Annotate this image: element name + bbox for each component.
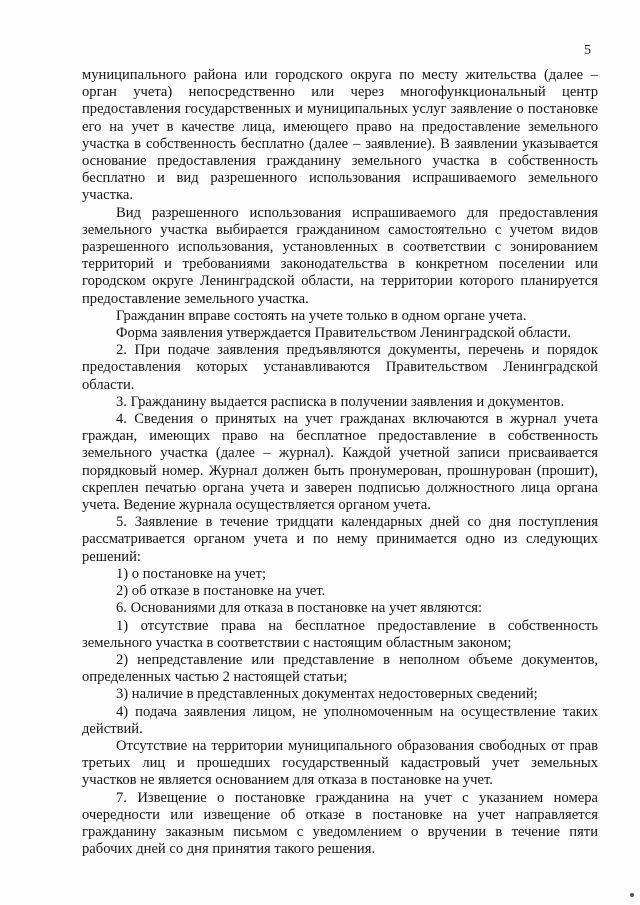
paragraph-single-registry: Гражданин вправе состоять на учете только в одном органе учета. <box>116 307 527 324</box>
document-body <box>82 67 598 858</box>
page-number: 5 <box>584 43 591 58</box>
list-item-6-4: 4) подача заявления лицом, не уполномоченным на осуществление таких действий. <box>82 703 598 737</box>
list-item-6-1: 1) отсутствие права на бесплатное предоставление в собственность земельного участка в соответствии с настоящим областным законом; <box>82 617 598 651</box>
paragraph-item-7: 7. Извещение о постановке гражданина на учет с указанием номера очередности или извещение об отказе в постановке на учет направляется гражданину заказным письмом с уведомлением о вручении в течение пяти рабочих дней со дня принятия такого решения. <box>82 789 598 858</box>
paragraph-permitted-use: Вид разрешенного использования испрашиваемого для предоставления земельного участка выбирается гражданином самостоятельно с учетом видов разрешенного использования, установленных в соответствии с зонированием территорий и требованиями законодательства в конкретном поселении или городском округе Ленинградской области, на территории которого планируется предоставление земельного участка. <box>82 204 598 307</box>
list-item-5-2: 2) об отказе в постановке на учет. <box>116 583 326 600</box>
paragraph-application-form: Форма заявления утверждается Правительством Ленинградской области. <box>116 325 571 342</box>
paragraph-item-5: 5. Заявление в течение тридцати календарных дней со дня поступления рассматривается органом учета и по нему принимается одно из следующих решений: <box>82 514 598 565</box>
list-item-6-3: 3) наличие в представленных документах недостоверных сведений; <box>116 686 538 703</box>
paragraph-no-free-plots: Отсутствие на территории муниципального образования свободных от прав третьих лиц и прошедших государственный кадастровый учет земельных участков не является основанием для отказа в постановке на учет. <box>82 737 598 789</box>
list-item-6-2: 2) непредставление или представление в неполном объеме документов, определенных частью 2 настоящей статьи; <box>82 651 598 686</box>
paragraph-item-4: 4. Сведения о принятых на учет гражданах включаются в журнал учета граждан, имеющих право на бесплатное предоставление в собственность земельного участка (далее – журнал). Каждой учетной записи присваивается порядковый номер. Журнал должен быть пронумерован, прошнурован (прошит), скреплен печатью органа учета и заверен подписью должностного лица органа учета. Ведение журнала осуществляется органом учета. <box>82 411 598 514</box>
scan-mark <box>630 893 634 897</box>
paragraph-item-3: 3. Гражданину выдается расписка в получении заявления и документов. <box>116 393 565 410</box>
paragraph-continuation: муниципального района или городского округа по месту жительства (далее – орган учета) непосредственно или через многофункциональный центр предоставления государственных и муниципальных услуг заявление о постановке его на учет в качестве лица, имеющего право на предоставление земельного участка в собственность бесплатно (далее – заявление). В заявлении указывается основание предоставления гражданину земельного участка в собственность бесплатно и вид разрешенного использования испрашиваемого земельного участка. <box>82 67 598 204</box>
paragraph-item-6: 6. Основаниями для отказа в постановке на учет являются: <box>116 600 483 617</box>
list-item-5-1: 1) о постановке на учет; <box>116 565 267 582</box>
paragraph-item-2: 2. При подаче заявления предъявляются документы, перечень и порядок предоставления которых устанавливаются Правительством Ленинградской области. <box>82 342 598 393</box>
